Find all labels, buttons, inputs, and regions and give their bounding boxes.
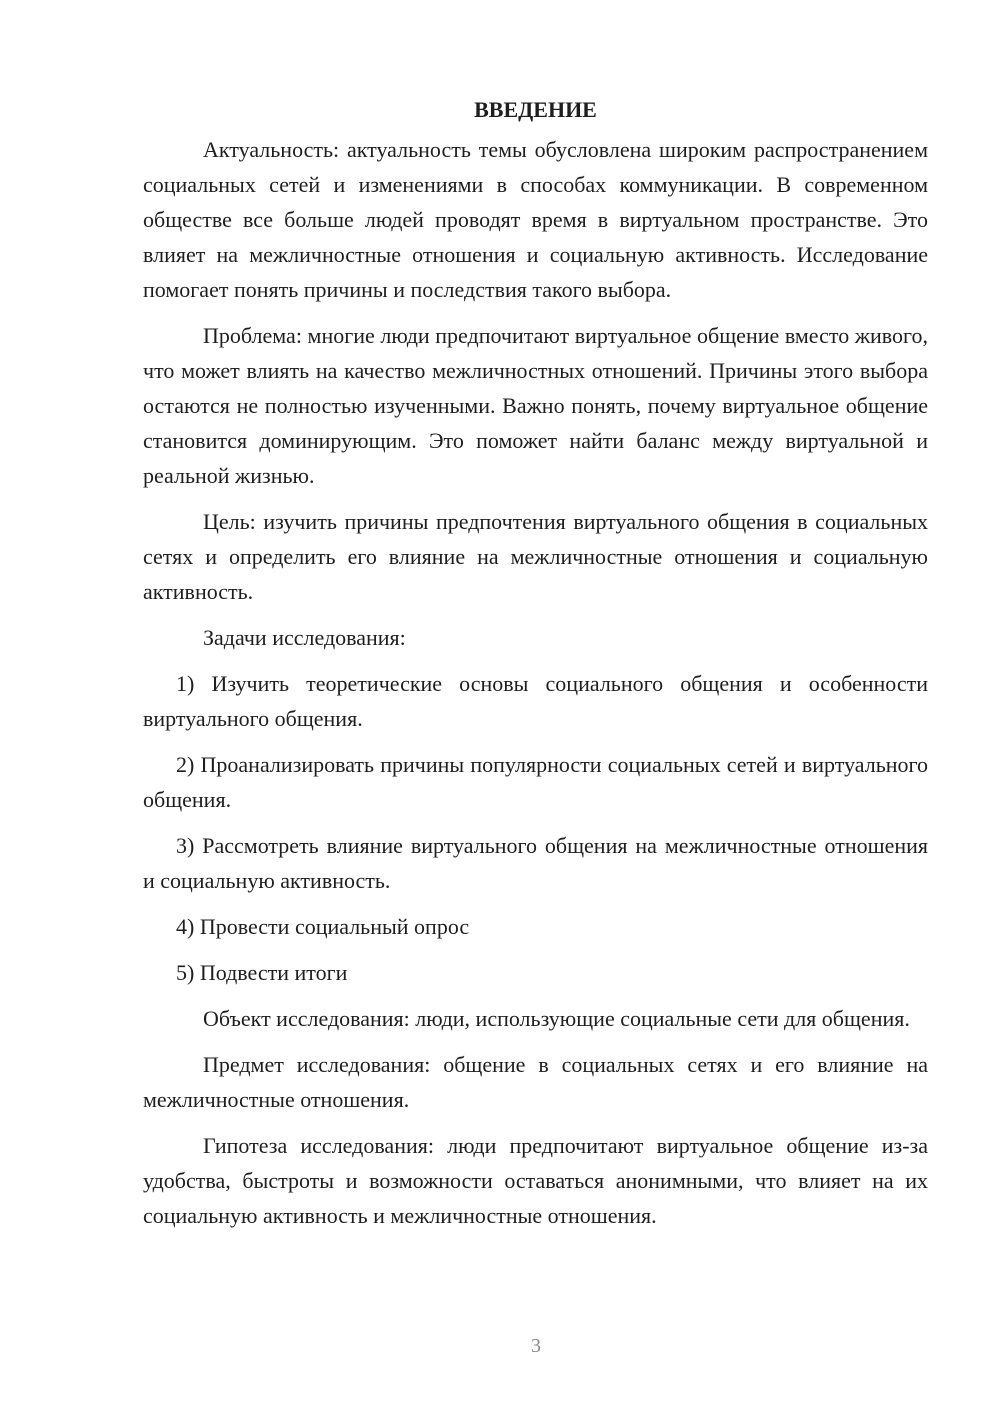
task-item-2: 2) Проанализировать причины популярности социальных сетей и виртуального общения.: [143, 752, 928, 812]
task-item-4: 4) Провести социальный опрос: [176, 914, 470, 939]
task-item-3: 3) Рассмотреть влияние виртуального общения на межличностные отношения и социальную активность.: [143, 833, 928, 893]
section-title: ВВЕДЕНИЕ: [474, 97, 597, 122]
subject-paragraph: Предмет исследования: общение в социальных сетях и его влияние на межличностные отношения.: [143, 1052, 928, 1112]
page-number: 3: [531, 1335, 541, 1357]
tasks-heading: Задачи исследования:: [203, 625, 406, 650]
task-item-5: 5) Подвести итоги: [176, 960, 348, 985]
problem-paragraph: Проблема: многие люди предпочитают виртуальное общение вместо живого, что может влиять на качество межличностных отношений. Причины этого выбора остаются не полностью изученными. Важно понять, почему виртуальное общение становится доминирующим. Это поможет найти баланс между виртуальной и реальной жизнью.: [143, 323, 928, 488]
goal-paragraph: Цель: изучить причины предпочтения виртуального общения в социальных сетях и определить его влияние на межличностные отношения и социальную активность.: [143, 509, 928, 604]
object-paragraph: Объект исследования: люди, использующие социальные сети для общения.: [203, 1006, 910, 1031]
task-item-1: 1) Изучить теоретические основы социального общения и особенности виртуального общения.: [143, 671, 928, 731]
document-body: [143, 92, 928, 1244]
hypothesis-paragraph: Гипотеза исследования: люди предпочитают виртуальное общение из-за удобства, быстроты и возможности оставаться анонимными, что влияет на их социальную активность и межличностные отношения.: [143, 1133, 928, 1228]
relevance-paragraph: Актуальность: актуальность темы обусловлена широким распространением социальных сетей и изменениями в способах коммуникации. В современном обществе все больше людей проводят время в виртуальном пространстве. Это влияет на межличностные отношения и социальную активность. Исследование помогает понять причины и последствия такого выбора.: [143, 137, 928, 302]
